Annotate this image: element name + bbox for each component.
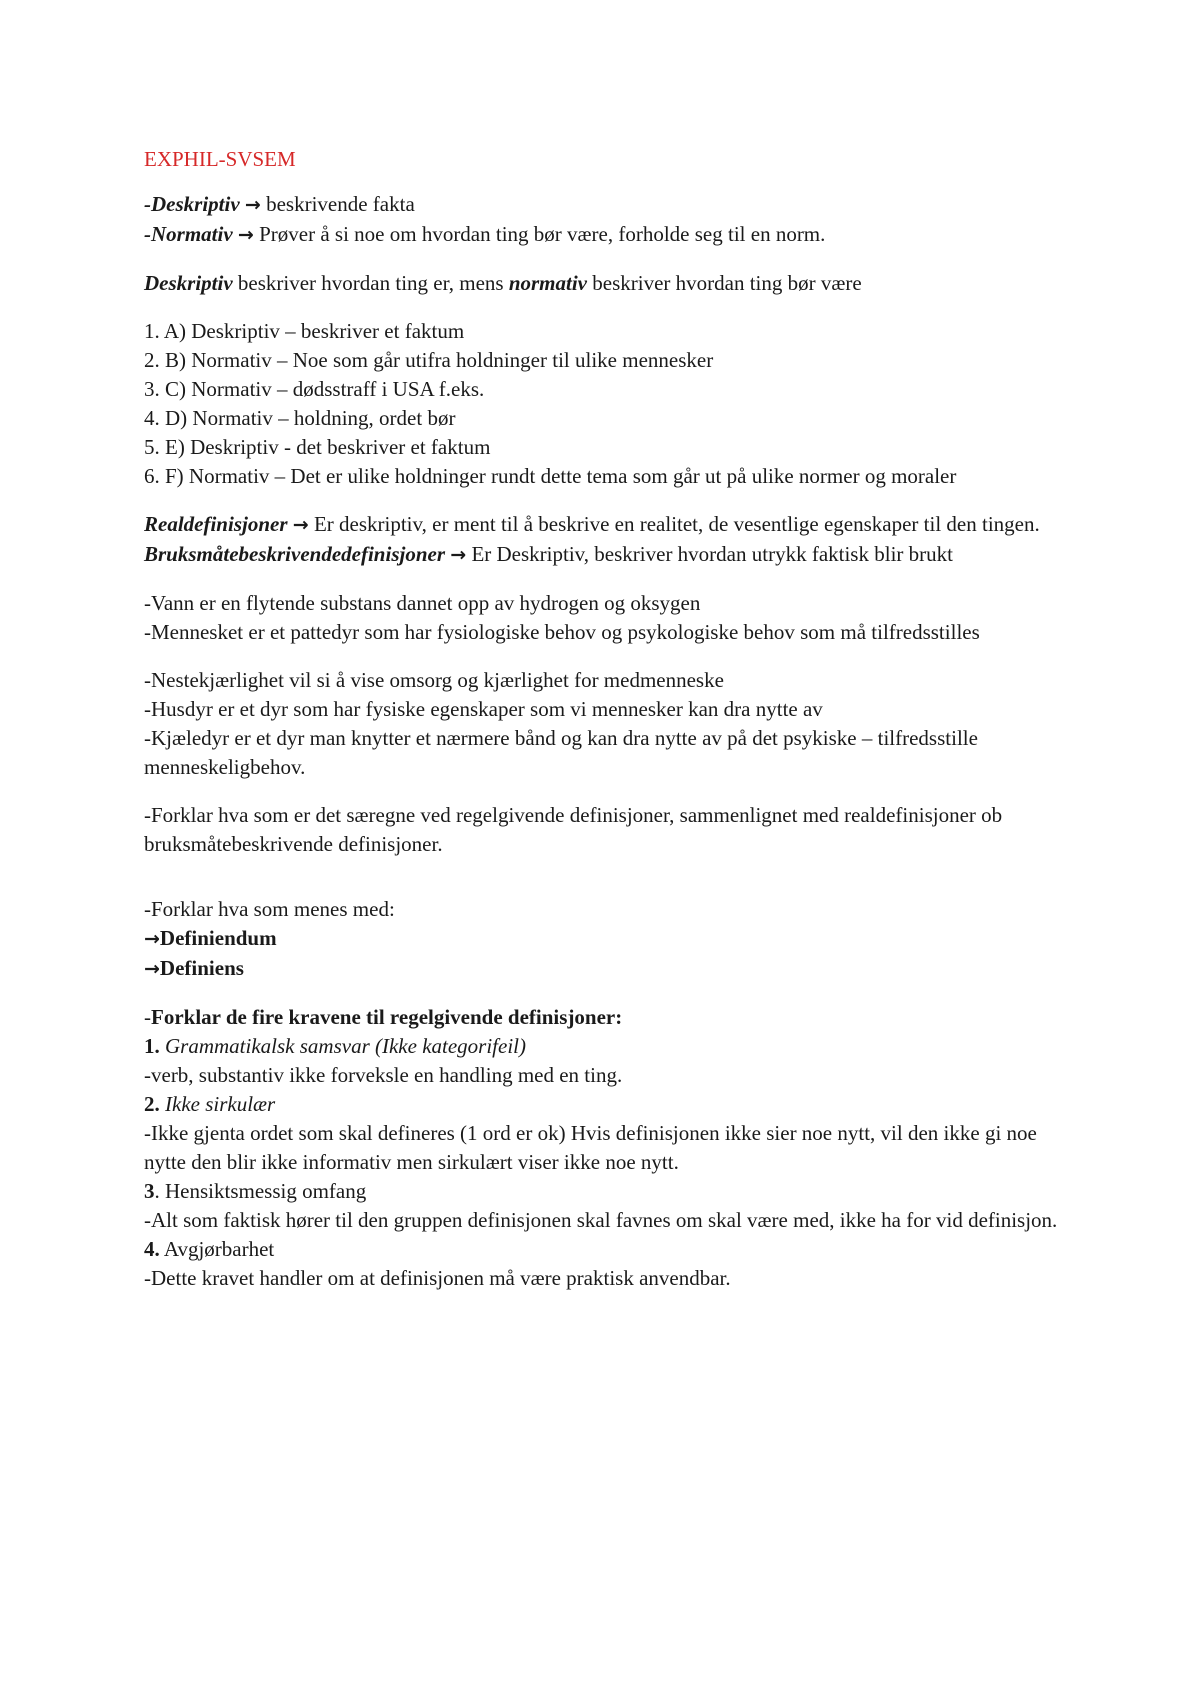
arrow-icon: →	[144, 958, 160, 980]
requirement-4-text: -Dette kravet handler om at definisjonen må være praktisk anvendbar.	[144, 1266, 731, 1290]
requirements-heading-text: Forklar de fire kravene til regelgivende definisjoner:	[151, 1005, 623, 1029]
requirement-3-title	[144, 1177, 1064, 1206]
question-2-item-definiendum	[144, 924, 1064, 954]
summary-term-normativ: normativ	[508, 271, 588, 295]
list-item: -Husdyr er et dyr som har fysiske egenskaper som vi mennesker kan dra nytte av	[144, 697, 823, 721]
requirement-title: Avgjørbarhet	[159, 1237, 275, 1261]
summary-text-1: beskriver hvordan ting er, mens	[232, 271, 509, 295]
requirements-section	[144, 1003, 1064, 1293]
examples-paragraph-2	[144, 666, 1064, 782]
intro-normativ-text: Prøver å si noe om hvordan ting bør være, forholde seg til en norm.	[253, 222, 826, 246]
bruksmate-line	[144, 540, 1064, 570]
requirement-number: 1.	[144, 1034, 160, 1058]
requirement-title: Ikke sirkulær	[159, 1092, 276, 1116]
list-item: 6. F) Normativ – Det er ulike holdninger rundt dette tema som går ut på ulike normer og moraler	[144, 464, 957, 488]
requirements-heading	[144, 1003, 1064, 1032]
requirement-title: . Hensiktsmessig omfang	[154, 1179, 367, 1203]
requirement-3-text: -Alt som faktisk hører til den gruppen definisjonen skal favnes om skal være med, ikke ha for vid definisjon.	[144, 1208, 1058, 1232]
intro-deskriptiv-dash: -	[144, 192, 151, 216]
requirement-number: 4.	[144, 1237, 160, 1261]
requirement-1-title	[144, 1032, 1064, 1061]
requirement-1-text: -verb, substantiv ikke forveksle en handling med en ting.	[144, 1063, 623, 1087]
list-item: 4. D) Normativ – holdning, ordet bør	[144, 406, 456, 430]
arrow-icon: →	[237, 224, 254, 246]
definitions-paragraph	[144, 510, 1064, 570]
requirement-number: 2.	[144, 1092, 160, 1116]
summary-paragraph	[144, 269, 1064, 298]
intro-deskriptiv-term: Deskriptiv	[151, 192, 240, 216]
requirement-2-title	[144, 1090, 1064, 1119]
requirement-title: Grammatikalsk samsvar (Ikke kategorifeil)	[159, 1034, 526, 1058]
requirement-number: 3	[144, 1179, 155, 1203]
question-2	[144, 895, 1064, 984]
list-item: -Mennesket er et pattedyr som har fysiologiske behov og psykologiske behov som må tilfredsstilles	[144, 620, 980, 644]
arrow-icon: →	[144, 928, 160, 950]
summary-term-deskriptiv: Deskriptiv	[144, 271, 233, 295]
arrow-icon: →	[450, 544, 467, 566]
intro-normativ-line	[144, 220, 1064, 250]
list-item: 1. A) Deskriptiv – beskriver et faktum	[144, 319, 465, 343]
list-item: -Vann er en flytende substans dannet opp av hydrogen og oksygen	[144, 591, 701, 615]
document-body	[144, 145, 1064, 1312]
realdefinisjoner-term: Realdefinisjoner	[144, 512, 288, 536]
list-item: -Kjæledyr er et dyr man knytter et nærmere bånd og kan dra nytte av på det psykiske – tilfredsstille menneskeligbehov.	[144, 726, 978, 779]
definiendum-label: Definiendum	[159, 926, 277, 950]
list-item: -Nestekjærlighet vil si å vise omsorg og kjærlighet for medmenneske	[144, 668, 724, 692]
question-2-text: -Forklar hva som menes med:	[144, 897, 395, 921]
question-2-item-definiens	[144, 954, 1064, 984]
definiens-label: Definiens	[159, 956, 244, 980]
bruksmate-term: Bruksmåtebeskrivendedefinisjoner	[144, 542, 446, 566]
answers-list	[144, 317, 1064, 491]
requirement-4-title	[144, 1235, 1064, 1264]
intro-deskriptiv-text: beskrivende fakta	[260, 192, 415, 216]
list-item: 3. C) Normativ – dødsstraff i USA f.eks.	[144, 377, 485, 401]
requirements-heading-dash: -	[144, 1005, 151, 1029]
intro-deskriptiv-line	[144, 190, 1064, 220]
intro-paragraph	[144, 190, 1064, 250]
intro-normativ-term: Normativ	[151, 222, 233, 246]
list-item: 2. B) Normativ – Noe som går utifra holdninger til ulike mennesker	[144, 348, 714, 372]
bruksmate-text: Er Deskriptiv, beskriver hvordan utrykk faktisk blir brukt	[466, 542, 953, 566]
intro-normativ-dash: -	[144, 222, 151, 246]
arrow-icon: →	[244, 194, 261, 216]
realdefinisjoner-text: Er deskriptiv, er ment til å beskrive en realitet, de vesentlige egenskaper til den tingen.	[308, 512, 1040, 536]
arrow-icon: →	[292, 514, 309, 536]
question-1: -Forklar hva som er det særegne ved regelgivende definisjoner, sammenlignet med realdefinisjoner ob bruksmåtebeskrivende definisjoner.	[144, 803, 1003, 856]
requirement-2-text: -Ikke gjenta ordet som skal defineres (1 ord er ok) Hvis definisjonen ikke sier noe nytt, vil den ikke gi noe nytte den blir ikke informativ men sirkulært viser ikke noe nytt.	[144, 1121, 1037, 1174]
document-title: EXPHIL-SVSEM	[144, 147, 296, 171]
summary-text-2: beskriver hvordan ting bør være	[587, 271, 862, 295]
examples-paragraph-1	[144, 589, 1064, 647]
realdefinisjoner-line	[144, 510, 1064, 540]
list-item: 5. E) Deskriptiv - det beskriver et faktum	[144, 435, 491, 459]
spacer	[144, 878, 1064, 895]
